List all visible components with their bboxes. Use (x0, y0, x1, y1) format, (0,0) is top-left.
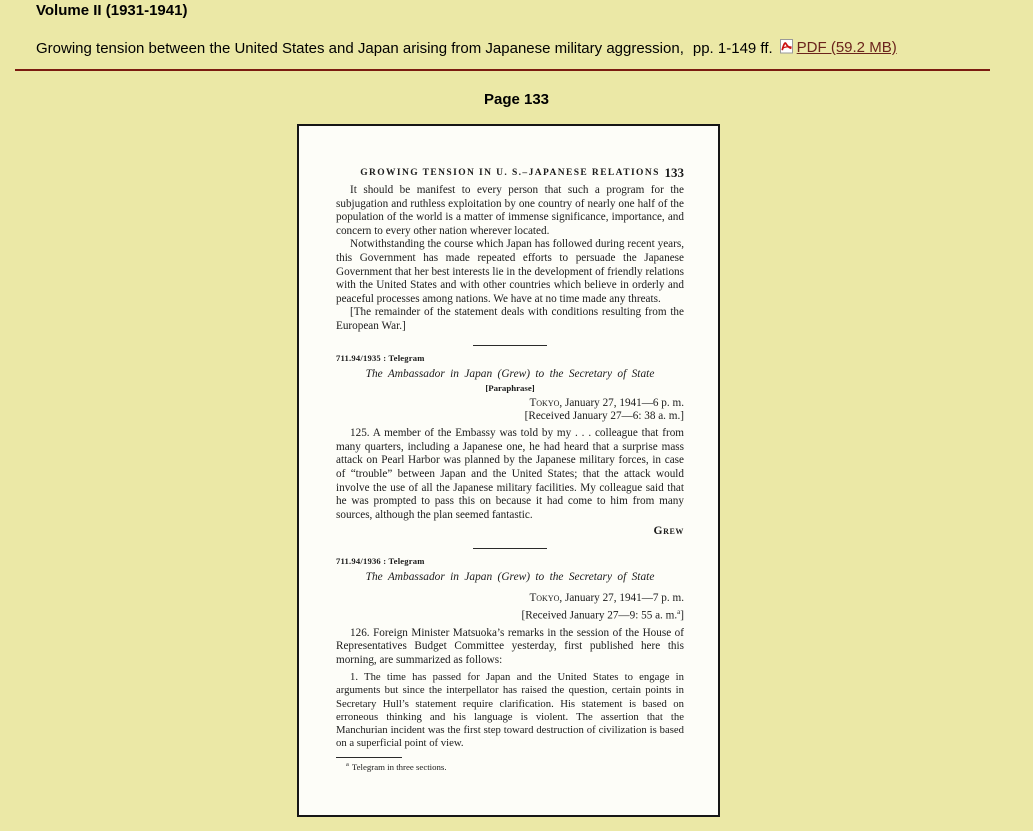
paragraph-statement-1: It should be manifest to every person that such a program for the subjugation and ruthless exploitation by one country of nearly one half of the population of the world is a matter of immense significance, importance, and concern to every other nation wherever located. (336, 184, 684, 237)
telegram2-title: The Ambassador in Japan (Grew) to the Secretary of State (365, 571, 655, 584)
telegram2-quoted-point: 1. The time has passed for Japan and the United States to engage in arguments but since the interpellator has raised the question, certain points in Secretary Hull’s statement require clarification. His statement is based on erroneous thinking and his language is violent. The assertion that the Manchurian incident was the first step toward destruction of civilization is based on a superficial point of view. (336, 671, 684, 749)
dateline-date: , January 27, 1941—6 p. m. (559, 396, 684, 409)
telegram2-dateline (336, 592, 684, 606)
telegram1-ref: 711.94/1935 : Telegram (336, 352, 425, 363)
footnote-marker: a (346, 760, 349, 768)
divider-rule (15, 69, 990, 71)
footnote (336, 761, 684, 772)
dateline-date: , January 27, 1941—7 p. m. (559, 592, 684, 605)
telegram1-body: 125. A member of the Embassy was told by my . . . colleague that from many quarters, including a Japanese one, he had heard that a surprise mass attack on Pearl Harbor was planned by the Japanese military forces, in case of “trouble” between Japan and the United States; that the attack would involve the use of all the Japanese military facilities. My colleague said that he was prompted to pass this on because it had come to him from many sources, although the plan seemed fantastic. (336, 427, 684, 521)
pdf-link-label: PDF (59.2 MB) (796, 39, 897, 56)
page-heading: Page 133 (483, 91, 550, 108)
received-text: [Received January 27—9: 55 a. m. (521, 609, 678, 622)
telegram2-ref: 711.94/1936 : Telegram (336, 556, 425, 567)
pages-range: pp. 1-149 ff. (692, 40, 773, 57)
telegram1-title: The Ambassador in Japan (Grew) to the Secretary of State (365, 367, 655, 380)
telegram1-signature: Grew (653, 524, 684, 538)
pdf-link[interactable] (780, 38, 897, 57)
pdf-icon (780, 39, 794, 58)
paragraph-statement-2: Notwithstanding the course which Japan has followed during recent years, this Government has made repeated efforts to persuade the Japanese Government that her best interests lie in the development of friendly relations with the United States and with other countries which believe in orderly and peaceful processes among nations. We have at no time made any threats. (336, 238, 684, 305)
received-close: ] (680, 609, 684, 622)
description-text: Growing tension between the United States and Japan arising from Japanese military aggression, (36, 40, 684, 57)
description-row (36, 38, 897, 57)
telegram1-received: [Received January 27—6: 38 a. m.] (524, 410, 684, 423)
telegram1-dateline (336, 397, 684, 411)
telegram1-subtitle: [Paraphrase] (485, 382, 535, 393)
running-head-title: GROWING TENSION IN U. S.–JAPANESE RELATIONS (360, 168, 660, 178)
volume-title: Volume II (1931-1941) (36, 2, 188, 19)
dateline-place: Tokyo (529, 396, 560, 409)
scan-page-number: 133 (664, 165, 684, 180)
running-head (336, 165, 684, 180)
telegram2-received (336, 606, 684, 624)
footnote-marker: a (677, 608, 681, 617)
scanned-page (297, 124, 720, 817)
section-divider (473, 345, 547, 346)
footnote-divider (336, 757, 402, 758)
dateline-place: Tokyo (529, 592, 560, 605)
paragraph-statement-3: [The remainder of the statement deals with conditions resulting from the European War.] (336, 306, 684, 332)
telegram2-body: 126. Foreign Minister Matsuoka’s remarks in the session of the House of Representatives Budget Committee yesterday, first published here this morning, are summarized as follows: (336, 626, 684, 666)
footnote-text: Telegram in three sections. (351, 761, 447, 772)
section-divider (473, 548, 547, 549)
